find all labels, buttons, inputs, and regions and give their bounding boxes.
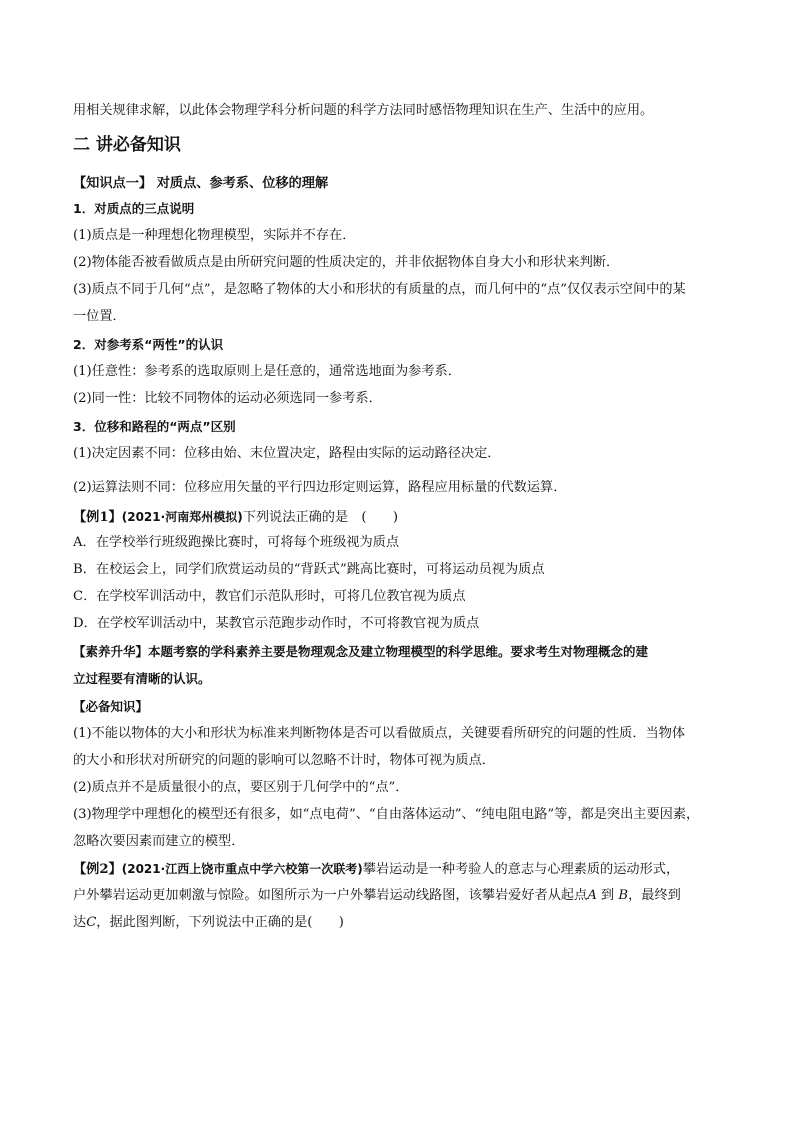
literacy-line: 立过程要有清晰的认识。 (73, 671, 211, 686)
option-a: A．在学校举行班级跑操比赛时，可将每个班级视为质点 (73, 535, 400, 550)
point-b-label: B (618, 888, 629, 903)
kp1-item: (2)物体能否被看做质点是由所研究问题的性质决定的，并非依据物体自身大小和形状来判断． (73, 255, 620, 270)
kp1-item: (3)质点不同于几何“点”，是忽略了物体的大小和形状的有质量的点，而几何中的“点”仅仅表示空间中的某 (73, 282, 686, 297)
option-c: C．在学校军训活动中，教官们示范队形时，可将几位教官视为质点 (73, 589, 466, 604)
subsection-heading-2: 2．对参考系“两性”的认识 (73, 337, 224, 352)
intro-line: 用相关规律求解，以此体会物理学科分析问题的科学方法同时感悟物理知识在生产、生活中的应用。 (73, 103, 654, 118)
example-text: 到 (596, 888, 619, 903)
subsection-heading-1: 1．对质点的三点说明 (73, 201, 195, 216)
kp3-item: (1)决定因素不同：位移由始、末位置决定，路程由实际的运动路径决定． (73, 446, 501, 461)
point-c-label: C (86, 915, 97, 930)
subsection-heading-3: 3．位移和路程的“两点”区别 (73, 419, 236, 434)
example-question: 下列说法正确的是 ( ) (242, 510, 399, 525)
kp3-item: (2)运算法则不同：位移应用矢量的平行四边形定则运算，路程应用标量的代数运算． (73, 480, 567, 495)
example-text: 户外攀岩运动更加刺激与惊险。如图所示为一户外攀岩运动线路图，该攀岩爱好者从起点 (73, 888, 588, 903)
example-text: 达 (73, 915, 87, 930)
example-2-line (73, 886, 733, 906)
example-1-question (73, 507, 733, 528)
essential-line: 忽略次要因素而建立的模型． (73, 834, 245, 849)
essential-heading: 【必备知识】 (73, 699, 149, 714)
example-tag: 【例1】 (73, 510, 122, 525)
example-2-line (73, 859, 733, 880)
example-text: ，据此图判断，下列说法中正确的是( ) (96, 915, 344, 930)
section-heading: 二 讲必备知识 (73, 135, 181, 155)
option-b: B．在校运会上，同学们欣赏运动员的“背跃式”跳高比赛时，可将运动员视为质点 (73, 562, 545, 577)
knowledge-point-title: 【知识点一】 对质点、参考系、位移的理解 (73, 176, 329, 191)
essential-line: (3)物理学中理想化的模型还有很多，如“点电荷”、“自由落体运动”、“纯电阻电路”等，都是突出主要因素， (73, 807, 700, 822)
essential-line: 的大小和形状对所研究的问题的影响可以忽略不计时，物体可视为质点． (73, 753, 495, 768)
essential-line: (2)质点并不是质量很小的点，要区别于几何学中的“点”． (73, 780, 409, 795)
example-text: ，最终到 (628, 888, 681, 903)
literacy-line: 【素养升华】本题考察的学科素养主要是物理观念及建立物理模型的科学思维。要求考生对物理概念的建 (73, 644, 649, 659)
example-source: (2021·江西上饶市重点中学六校第一次联考) (121, 862, 363, 876)
example-source: (2021·河南郑州模拟) (121, 510, 243, 524)
kp1-item: (1)质点是一种理想化物理模型，实际并不存在． (73, 228, 356, 243)
kp1-item: 一位置． (73, 309, 126, 324)
essential-line: (1)不能以物体的大小和形状为标准来判断物体是否可以看做质点，关键要看所研究的问题的性质．当物体 (73, 726, 686, 741)
option-d: D．在学校军训活动中，某教官示范跑步动作时，不可将教官视为质点 (73, 616, 480, 631)
example-tag: 【例2】 (73, 862, 122, 877)
kp2-item: (2)同一性：比较不同物体的运动必须选同一参考系． (73, 391, 382, 406)
kp2-item: (1)任意性：参考系的选取原则上是任意的，通常选地面为参考系． (73, 364, 461, 379)
example-text: 攀岩运动是一种考验人的意志与心理素质的运动形式， (362, 862, 680, 877)
example-2-line (73, 913, 733, 933)
point-a-label: A (587, 888, 597, 903)
